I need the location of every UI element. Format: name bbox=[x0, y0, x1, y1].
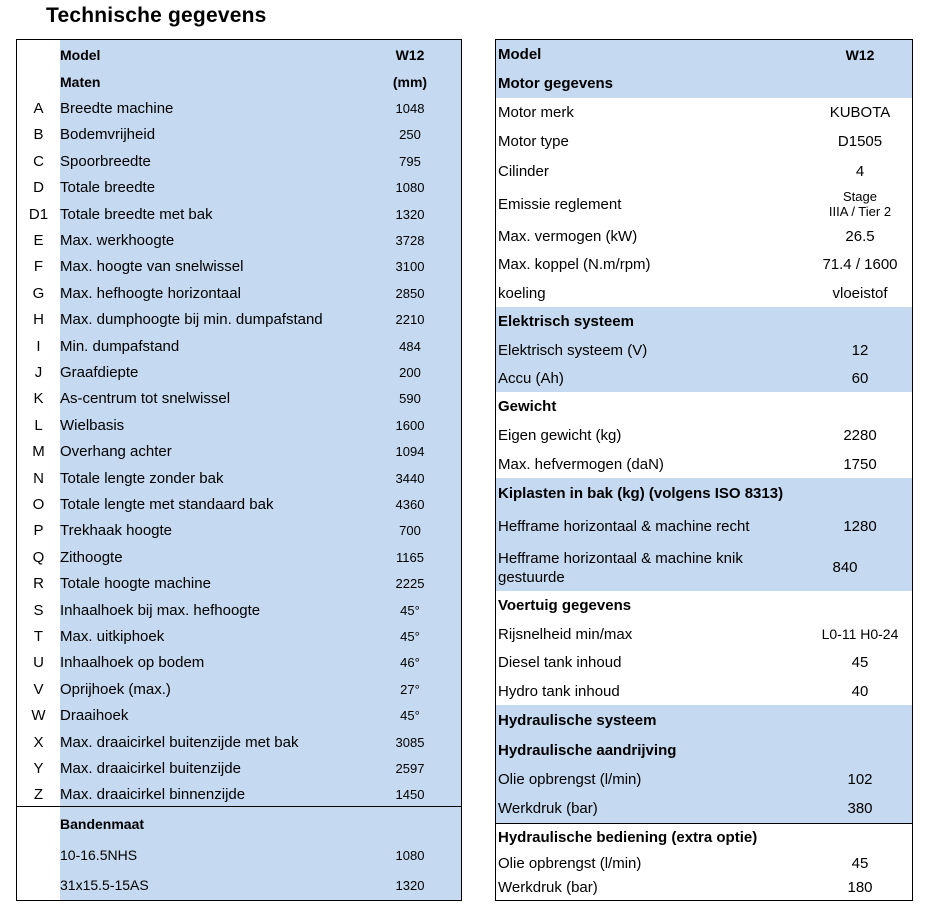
dimension-label: Bodemvrijheid bbox=[60, 126, 156, 144]
dimension-letter: O bbox=[32, 496, 45, 513]
spec-row bbox=[496, 336, 912, 364]
tire-label: 10-16.5NHS bbox=[60, 847, 138, 863]
spec-row bbox=[496, 544, 912, 591]
dimensions-label: Maten bbox=[60, 74, 101, 90]
spec-value: 102 bbox=[847, 771, 873, 788]
tires-header-row bbox=[17, 811, 462, 837]
dimension-value: 795 bbox=[399, 153, 421, 169]
dimension-value: 2850 bbox=[395, 285, 425, 301]
dimension-value: 1094 bbox=[395, 444, 425, 460]
dimension-letter: F bbox=[33, 258, 44, 276]
model-value: W12 bbox=[395, 47, 425, 63]
dimension-letter: Z bbox=[33, 786, 44, 804]
dimension-value: 590 bbox=[399, 391, 421, 407]
dimension-letter: L bbox=[34, 416, 43, 434]
spec-row bbox=[496, 851, 912, 875]
dimension-value: 3085 bbox=[395, 734, 425, 750]
spec-label: Motor merk bbox=[498, 104, 574, 121]
tire-value: 1080 bbox=[395, 847, 425, 863]
dimension-row bbox=[17, 122, 462, 148]
spec-value: 12 bbox=[851, 341, 869, 359]
dimension-row bbox=[17, 307, 462, 333]
spec-label: Diesel tank inhoud bbox=[498, 654, 622, 671]
spec-value: 26.5 bbox=[845, 227, 875, 245]
dimension-row bbox=[17, 729, 462, 755]
dimension-letter: U bbox=[33, 654, 44, 672]
model-label: Model bbox=[498, 46, 542, 63]
dimension-letter: H bbox=[33, 311, 44, 329]
dimension-letter: E bbox=[33, 232, 44, 249]
spec-label: Elektrisch systeem (V) bbox=[498, 341, 648, 359]
dimension-row bbox=[17, 228, 462, 254]
spec-label: Max. hefvermogen (daN) bbox=[498, 455, 664, 473]
spec-value: 840 bbox=[832, 559, 858, 576]
spec-value: 60 bbox=[851, 369, 869, 387]
dimension-value: 1450 bbox=[395, 787, 425, 803]
dimension-letter: C bbox=[33, 152, 44, 170]
dimension-letter: S bbox=[33, 601, 44, 619]
dimension-letter: J bbox=[34, 364, 43, 381]
spec-row bbox=[496, 677, 912, 705]
dimension-label: Min. dumpafstand bbox=[60, 337, 180, 355]
spec-label: Hefframe horizontaal & machine knik gestuurde bbox=[498, 549, 743, 586]
dimension-value: 1600 bbox=[395, 417, 425, 433]
dimension-row bbox=[17, 175, 462, 201]
dimension-row bbox=[17, 254, 462, 280]
dimension-row bbox=[17, 650, 462, 676]
vehicle-header-row bbox=[496, 591, 912, 620]
spec-row bbox=[496, 156, 912, 186]
dimension-value: 1080 bbox=[395, 180, 425, 196]
dimension-row bbox=[17, 148, 462, 174]
dimension-row bbox=[17, 624, 462, 650]
spec-value: 180 bbox=[847, 879, 873, 896]
dimension-row bbox=[17, 360, 462, 386]
tire-value: 1320 bbox=[395, 877, 425, 893]
dimension-value: 700 bbox=[399, 523, 421, 539]
dimension-label: Totale lengte met standaard bak bbox=[60, 496, 274, 513]
dimension-letter: W bbox=[31, 707, 46, 725]
page-title: Technische gegevens bbox=[46, 4, 267, 27]
dimension-letter: K bbox=[33, 390, 44, 408]
spec-value: D1505 bbox=[837, 133, 883, 150]
dimension-letter: Q bbox=[32, 548, 45, 566]
dimension-row bbox=[17, 782, 462, 808]
hydraulic-drive-header-row bbox=[496, 735, 912, 765]
dimension-row bbox=[17, 597, 462, 623]
weight-header: Gewicht bbox=[498, 398, 557, 415]
spec-label: Rijsnelheid min/max bbox=[498, 625, 633, 643]
dimension-value: 3440 bbox=[395, 470, 425, 486]
spec-label: Emissie reglement bbox=[498, 195, 622, 213]
dimension-value: 27° bbox=[400, 681, 420, 697]
spec-value: 380 bbox=[847, 800, 873, 817]
spec-value: 2280 bbox=[843, 427, 877, 444]
dimension-label: Graafdiepte bbox=[60, 364, 139, 381]
dimension-value: 4360 bbox=[395, 497, 425, 512]
dimension-label: Max. draaicirkel buitenzijde met bak bbox=[60, 733, 299, 751]
spec-row bbox=[496, 421, 912, 450]
spec-row bbox=[496, 794, 912, 823]
spec-row bbox=[496, 222, 912, 250]
spec-label: Werkdruk (bar) bbox=[498, 800, 598, 817]
dimension-value: 45° bbox=[400, 602, 420, 618]
dimension-letter: I bbox=[36, 337, 41, 355]
dimension-letter: B bbox=[33, 126, 44, 144]
hydraulic-control-header-row bbox=[496, 823, 912, 851]
spec-label: Eigen gewicht (kg) bbox=[498, 427, 622, 444]
spec-value: 45 bbox=[851, 654, 869, 671]
spec-value: 45 bbox=[851, 854, 869, 872]
dimension-row bbox=[17, 518, 462, 544]
dimension-row bbox=[17, 439, 462, 465]
hydraulic-control-header: Hydraulische bediening (extra optie) bbox=[498, 829, 758, 846]
dimension-label: Wielbasis bbox=[60, 416, 125, 434]
spec-row bbox=[496, 279, 912, 307]
spec-value: L0-11 H0-24 bbox=[821, 626, 899, 642]
vehicle-header: Voertuig gegevens bbox=[498, 597, 632, 614]
spec-value: 40 bbox=[851, 682, 869, 700]
table-divider bbox=[17, 806, 462, 807]
spec-label: Max. vermogen (kW) bbox=[498, 227, 638, 245]
dimension-row bbox=[17, 96, 462, 122]
dimension-label: Max. hefhoogte horizontaal bbox=[60, 284, 241, 302]
dimension-letter: Y bbox=[33, 760, 44, 777]
dimension-value: 1048 bbox=[395, 101, 425, 116]
tire-label: 31x15.5-15AS bbox=[60, 877, 149, 893]
hydraulic-system-header: Hydraulische systeem bbox=[498, 711, 657, 729]
dimension-row bbox=[17, 571, 462, 597]
model-label: Model bbox=[60, 47, 101, 63]
spec-row bbox=[496, 509, 912, 544]
dimension-label: Oprijhoek (max.) bbox=[60, 680, 171, 698]
spec-row bbox=[496, 765, 912, 794]
dimension-row bbox=[17, 201, 462, 227]
dimensions-table bbox=[16, 39, 462, 901]
dimension-row bbox=[17, 333, 462, 359]
dimension-row bbox=[17, 465, 462, 491]
dimension-value: 1165 bbox=[396, 549, 424, 565]
emission-stage: Stage bbox=[843, 189, 877, 204]
dimension-row bbox=[17, 703, 462, 729]
model-value: W12 bbox=[845, 46, 875, 63]
dimension-row bbox=[17, 756, 462, 782]
tipping-header-row bbox=[496, 478, 912, 509]
dimension-label: Max. draaicirkel binnenzijde bbox=[60, 786, 246, 804]
dimension-row bbox=[17, 386, 462, 412]
dimension-label: As-centrum tot snelwissel bbox=[60, 390, 231, 408]
dimension-value: 484 bbox=[399, 338, 421, 354]
dimension-label: Draaihoek bbox=[60, 707, 129, 725]
dimension-letter: V bbox=[33, 680, 44, 698]
dimension-letter: A bbox=[33, 100, 44, 117]
dimension-letter: N bbox=[33, 469, 44, 487]
dimension-letter: T bbox=[33, 628, 44, 645]
dimension-row bbox=[17, 280, 462, 306]
dimension-label: Spoorbreedte bbox=[60, 152, 151, 170]
spec-label: Max. koppel (N.m/rpm) bbox=[498, 256, 651, 273]
tire-row bbox=[17, 872, 462, 898]
electric-header: Elektrisch systeem bbox=[498, 313, 634, 330]
spec-label: Accu (Ah) bbox=[498, 369, 564, 387]
spec-row bbox=[496, 127, 912, 156]
hydraulic-drive-header: Hydraulische aandrijving bbox=[498, 741, 677, 759]
dimension-label: Totale hoogte machine bbox=[60, 575, 211, 593]
dimension-row bbox=[17, 492, 462, 518]
dimension-letter: M bbox=[32, 443, 45, 461]
tipping-header: Kiplasten in bak (kg) (volgens ISO 8313) bbox=[498, 485, 784, 502]
tire-row bbox=[17, 842, 462, 868]
spec-row bbox=[496, 250, 912, 279]
motor-header: Motor gegevens bbox=[498, 75, 614, 92]
model-header-row bbox=[496, 40, 912, 69]
hydraulic-system-header-row bbox=[496, 705, 912, 735]
spec-label: Olie opbrengst (l/min) bbox=[498, 771, 642, 788]
dimension-label: Totale breedte bbox=[60, 179, 156, 197]
spec-label: Cilinder bbox=[498, 162, 549, 180]
model-header-row bbox=[17, 42, 462, 68]
dimension-value: 250 bbox=[399, 127, 421, 143]
dimension-value: 2210 bbox=[395, 312, 425, 328]
spec-label: Hydro tank inhoud bbox=[498, 682, 620, 700]
specifications-table bbox=[495, 39, 913, 901]
dimension-value: 45° bbox=[400, 629, 420, 644]
spec-label: Olie opbrengst (l/min) bbox=[498, 854, 642, 872]
spec-value: 71.4 / 1600 bbox=[822, 256, 898, 273]
dimension-label: Max. uitkiphoek bbox=[60, 628, 165, 645]
dimension-letter: D1 bbox=[28, 205, 49, 223]
emission-tier: IIIA / Tier 2 bbox=[828, 204, 892, 219]
dimension-value: 2597 bbox=[395, 761, 425, 776]
weight-header-row bbox=[496, 392, 912, 421]
dimension-label: Breedte machine bbox=[60, 100, 174, 117]
spec-row bbox=[496, 364, 912, 392]
dimension-label: Inhaalhoek op bodem bbox=[60, 654, 205, 672]
spec-row bbox=[496, 450, 912, 478]
spec-value: 1750 bbox=[843, 455, 877, 473]
dimension-row bbox=[17, 676, 462, 702]
dimension-value: 200 bbox=[399, 365, 421, 380]
dimension-letter: R bbox=[33, 575, 44, 593]
spec-label: koeling bbox=[498, 284, 546, 302]
spec-value: vloeistof bbox=[832, 284, 888, 302]
dimension-row bbox=[17, 412, 462, 438]
dimension-label: Max. werkhoogte bbox=[60, 232, 175, 249]
motor-header-row bbox=[496, 69, 912, 98]
dimension-label: Inhaalhoek bij max. hefhoogte bbox=[60, 601, 261, 619]
spec-value: KUBOTA bbox=[829, 104, 891, 121]
dimension-value: 1320 bbox=[395, 206, 425, 222]
spec-value bbox=[808, 189, 912, 219]
dimension-label: Max. dumphoogte bij min. dumpafstand bbox=[60, 311, 323, 329]
dimension-value: 2225 bbox=[395, 576, 425, 592]
dimension-label: Trekhaak hoogte bbox=[60, 522, 173, 540]
electric-header-row bbox=[496, 307, 912, 336]
dimension-label: Overhang achter bbox=[60, 443, 172, 461]
dimension-label: Zithoogte bbox=[60, 548, 123, 566]
spec-row bbox=[496, 98, 912, 127]
dimension-value: 3100 bbox=[395, 259, 425, 275]
dimensions-header-row bbox=[17, 69, 462, 95]
dimension-letter: D bbox=[33, 179, 44, 197]
tires-header: Bandenmaat bbox=[60, 816, 145, 832]
spec-row bbox=[496, 648, 912, 677]
spec-label: Werkdruk (bar) bbox=[498, 879, 598, 896]
dimension-row bbox=[17, 544, 462, 570]
dimension-letter: X bbox=[33, 733, 44, 751]
dimension-letter: G bbox=[32, 284, 45, 302]
dimension-value: 46° bbox=[400, 655, 420, 671]
spec-row bbox=[496, 186, 912, 222]
dimension-letter: P bbox=[33, 522, 44, 540]
dimension-value: 45° bbox=[400, 708, 420, 724]
spec-row bbox=[496, 875, 912, 900]
dimension-label: Totale lengte zonder bak bbox=[60, 469, 224, 487]
spec-label: Motor type bbox=[498, 133, 569, 150]
dimension-label: Totale breedte met bak bbox=[60, 205, 213, 223]
dimensions-unit: (mm) bbox=[392, 74, 428, 90]
dimension-label: Max. hoogte van snelwissel bbox=[60, 258, 244, 276]
spec-value: 4 bbox=[855, 162, 865, 180]
dimension-value: 3728 bbox=[395, 233, 425, 248]
spec-label: Hefframe horizontaal & machine recht bbox=[498, 518, 750, 535]
spec-row bbox=[496, 620, 912, 648]
dimension-label: Max. draaicirkel buitenzijde bbox=[60, 760, 241, 777]
spec-value: 1280 bbox=[843, 518, 877, 535]
